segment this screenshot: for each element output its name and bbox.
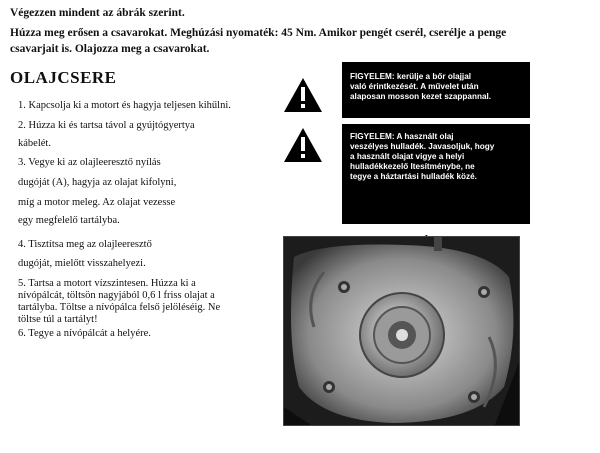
step-line: egy megfelelő tartályba. bbox=[18, 215, 120, 226]
warning-text-line: veszélyes hulladék. Javasoljuk, hogy bbox=[350, 142, 495, 151]
warning-triangle-icon bbox=[283, 127, 323, 163]
warning-text-line: tegye a háztartási hulladék közé. bbox=[350, 172, 477, 181]
step-line: dugóját (A), hagyja az olajat kifolyni, bbox=[18, 177, 177, 188]
intro-line-3: csavarjait is. Olajozza meg a csavarokat. bbox=[10, 43, 210, 55]
warning-text-line: hulladékkezelő ltesítménybe, ne bbox=[350, 162, 475, 171]
step-line: míg a motor meleg. Az olajat vezesse bbox=[18, 197, 176, 208]
step-line: 6. Tegye a nívópálcát a helyére. bbox=[18, 328, 151, 339]
step-line: 5. Tartsa a motort vízszintesen. Húzza ki a bbox=[18, 278, 196, 289]
step-line: 4. Tisztítsa meg az olajleeresztő bbox=[18, 239, 152, 250]
intro-line-1: Végezzen mindent az ábrák szerint. bbox=[10, 7, 185, 19]
warning-box-waste bbox=[342, 124, 530, 224]
warning-box-skin bbox=[342, 62, 530, 118]
step-line: 1. Kapcsolja ki a motort és hagyja teljesen kihűlni. bbox=[18, 100, 231, 111]
step-line: kábelét. bbox=[18, 138, 51, 149]
step-line: dugóját, mielőtt visszahelyezi. bbox=[18, 258, 146, 269]
warning-text-line: a használt olajat vigye a helyi bbox=[350, 152, 465, 161]
warning-text-line: FIGYELEM: kerülje a bőr olajjal bbox=[350, 72, 472, 81]
step-line: tartályba. Töltse a nívópálca felső jelöléséig. Ne bbox=[18, 302, 221, 313]
step-line: nívópálcát, töltsön nagyjából 0,6 l friss olajat a bbox=[18, 290, 215, 301]
warning-triangle-icon bbox=[283, 77, 323, 113]
intro-line-2: Húzza meg erősen a csavarokat. Meghúzási nyomaték: 45 Nm. Amikor pengét cserél, cserélje a penge bbox=[10, 27, 507, 39]
step-line: 3. Vegye ki az olajleeresztő nyílás bbox=[18, 157, 161, 168]
engine-photo bbox=[283, 236, 520, 426]
warning-text-line: FIGYELEM: A használt olaj bbox=[350, 132, 454, 141]
warning-text-line: való érintkezését. A művelet után bbox=[350, 82, 479, 91]
section-title: OLAJCSERE bbox=[10, 68, 117, 87]
step-line: töltse túl a tartályt! bbox=[18, 314, 98, 325]
step-line: 2. Húzza ki és tartsa távol a gyújtógyertya bbox=[18, 120, 195, 131]
warning-text-line: alaposan mosson kezet szappannal. bbox=[350, 92, 492, 101]
